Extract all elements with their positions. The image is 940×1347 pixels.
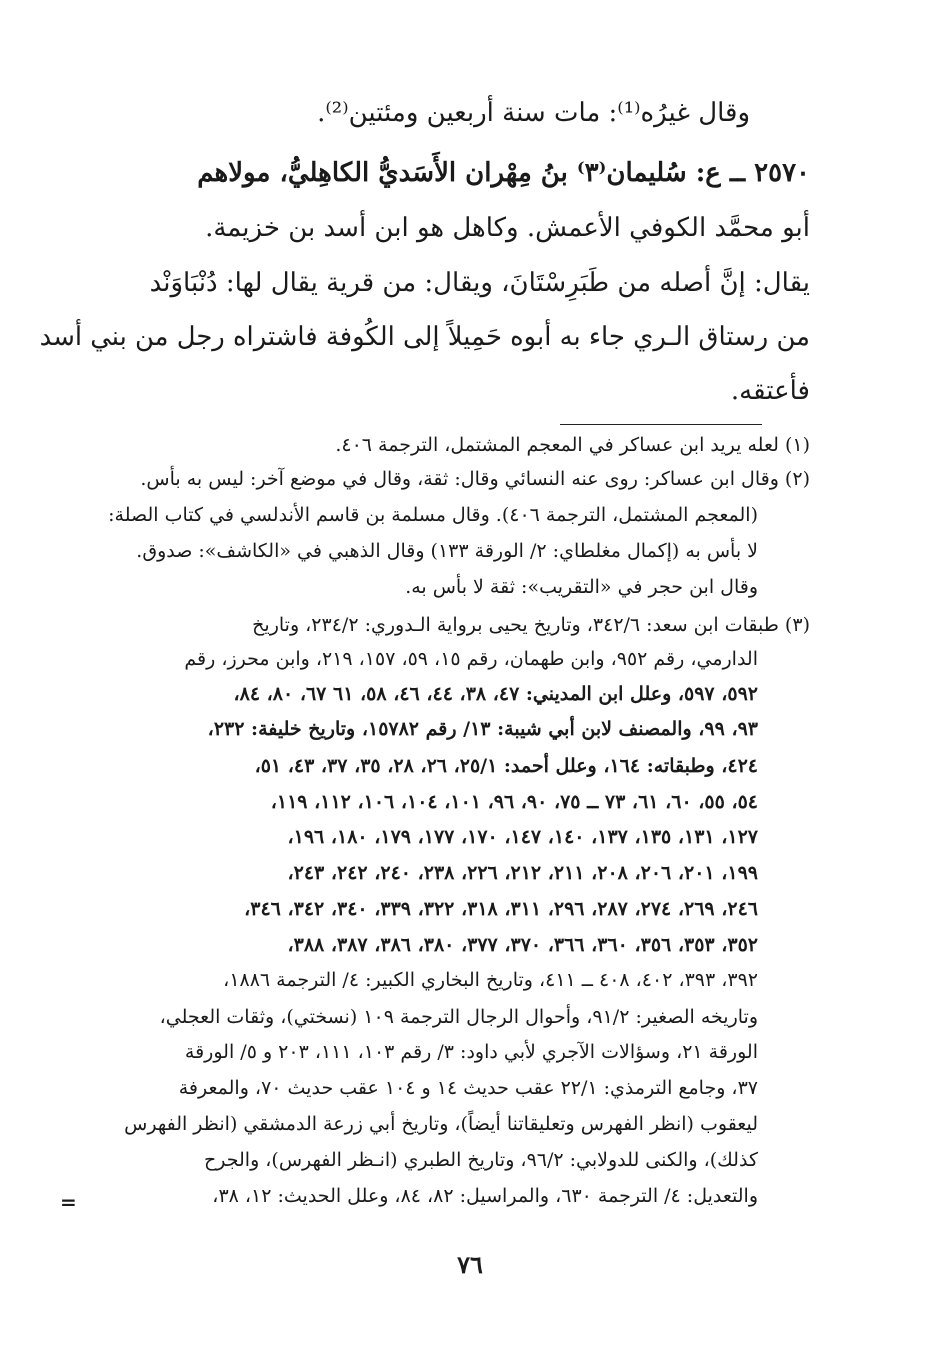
- footnote-line: ٥٤، ٥٥، ٦٠، ٦١، ٧٣ ــ ٧٥، ٩٠، ٩٦، ١٠١، ١٠٤، ١٠٦، ١١٢، ١١٩،: [270, 791, 758, 813]
- footnote-line: ٩٣، ٩٩، والمصنف لابن أبي شيبة: ١٣/ رقم ١٥٧٨٢، وتاريخ خليفة: ٢٣٢،: [207, 718, 758, 740]
- footnote-line: ٣٥٢، ٣٥٣، ٣٥٦، ٣٦٠، ٣٦٦، ٣٧٠، ٣٧٧، ٣٨٠، ٣٨٦، ٣٨٧، ٣٨٨،: [287, 934, 758, 956]
- footnote-line: ٤٢٤، وطبقاته: ١٦٤، وعلل أحمد: ٢٥/١، ٢٦، ٢٨، ٣٥، ٣٧، ٤٣، ٥١،: [254, 755, 758, 777]
- footnote-line: ١٩٩، ٢٠١، ٢٠٦، ٢٠٨، ٢١١، ٢١٢، ٢٢٦، ٢٣٨، ٢٤٠، ٢٤٢، ٢٤٣،: [287, 862, 758, 884]
- main-text-line: أبو محمَّد الكوفي الأعمش. وكاهل هو ابن أسد بن خزيمة.: [205, 213, 810, 243]
- page-number: ٧٦: [457, 1250, 483, 1279]
- footnote-line: وتاريخه الصغير: ٩١/٢، وأحوال الرجال الترجمة ١٠٩ (نسختي)، وثقات العجلي،: [159, 1006, 758, 1028]
- footnote-line: ٣٩٢، ٣٩٣، ٤٠٢، ٤٠٨ ــ ٤١١، وتاريخ البخاري الكبير: ٤/ الترجمة ١٨٨٦،: [223, 969, 758, 991]
- footnote-line: (١) لعله يريد ابن عساكر في المعجم المشتمل، الترجمة ٤٠٦.: [335, 434, 810, 456]
- footnote-line: وقال ابن حجر في «التقريب»: ثقة لا بأس به.: [405, 576, 758, 598]
- footnote-line: ٥٩٢، ٥٩٧، وعلل ابن المديني: ٤٧، ٣٨، ٤٤، ٤٦، ٥٨، ٦١ ٦٧، ٨٠، ٨٤،: [233, 683, 758, 705]
- main-text-line: يقال: إنَّ أصله من طَبَرِسْتَانَ، ويقال: من قرية يقال لها: دُنْبَاوَنْد: [149, 268, 810, 298]
- footnote-line: الورقة ٢١، وسؤالات الآجري لأبي داود: ٣/ رقم ١٠٣، ١١١، ٢٠٣ و ٥/ الورقة: [184, 1041, 758, 1063]
- footnote-line: لا بأس به (إكمال مغلطاي: ٢/ الورقة ١٣٣) وقال الذهبي في «الكاشف»: صدوق.: [136, 540, 758, 562]
- footnote-separator: [560, 424, 762, 425]
- footnote-line: الدارمي، رقم ٩٥٢، وابن طهمان، رقم ١٥، ٥٩، ١٥٧، ٢١٩، وابن محرز، رقم: [184, 648, 758, 670]
- main-text-line: وقال غيرُه⁽¹⁾: مات سنة أربعين ومئتين⁽²⁾.: [317, 98, 750, 128]
- continuation-mark: =: [60, 1190, 77, 1214]
- footnote-line: ٢٤٦، ٢٦٩، ٢٧٤، ٢٨٧، ٢٩٦، ٣١١، ٣١٨، ٣٢٢، ٣٣٩، ٣٤٠، ٣٤٢، ٣٤٦،: [244, 898, 758, 920]
- footnote-line: (المعجم المشتمل، الترجمة ٤٠٦). وقال مسلمة بن قاسم الأندلسي في كتاب الصلة:: [108, 504, 758, 526]
- footnote-line: ١٢٧، ١٣١، ١٣٥، ١٣٧، ١٤٠، ١٤٧، ١٧٠، ١٧٧، ١٧٩، ١٨٠، ١٩٦،: [287, 826, 758, 848]
- footnote-line: (٢) وقال ابن عساكر: روى عنه النسائي وقال: ثقة، وقال في موضع آخر: ليس به بأس.: [140, 468, 810, 490]
- main-text-line: فأعتقه.: [730, 376, 810, 406]
- footnote-line: ٣٧، وجامع الترمذي: ٢٢/١ عقب حديث ١٤ و ١٠٤ عقب حديث ٧٠، والمعرفة: [178, 1077, 758, 1099]
- footnote-line: كذلك)، والكنى للدولابي: ٩٦/٢، وتاريخ الطبري (انـظر الفهرس)، والجرح: [203, 1149, 758, 1171]
- entry-heading-line: ٢٥٧٠ ــ ع: سُليمان⁽٣⁾ بنُ مِهْران الأَسَديُّ الكاهِليُّ، مولاهم: [197, 158, 810, 188]
- footnote-line: والتعديل: ٤/ الترجمة ٦٣٠، والمراسيل: ٨٢، ٨٤، وعلل الحديث: ١٢، ٣٨،: [212, 1185, 758, 1207]
- footnote-line: (٣) طبقات ابن سعد: ٣٤٢/٦، وتاريخ يحيى برواية الـدوري: ٢٣٤/٢، وتاريخ: [252, 614, 810, 636]
- main-text-line: من رستاق الـري جاء به أبوه حَمِيلاً إلى الكُوفة فاشتراه رجل من بني أسد: [39, 322, 810, 352]
- footnote-line: ليعقوب (انظر الفهرس وتعليقاتنا أيضاً)، وتاريخ أبي زرعة الدمشقي (انظر الفهرس: [124, 1113, 758, 1135]
